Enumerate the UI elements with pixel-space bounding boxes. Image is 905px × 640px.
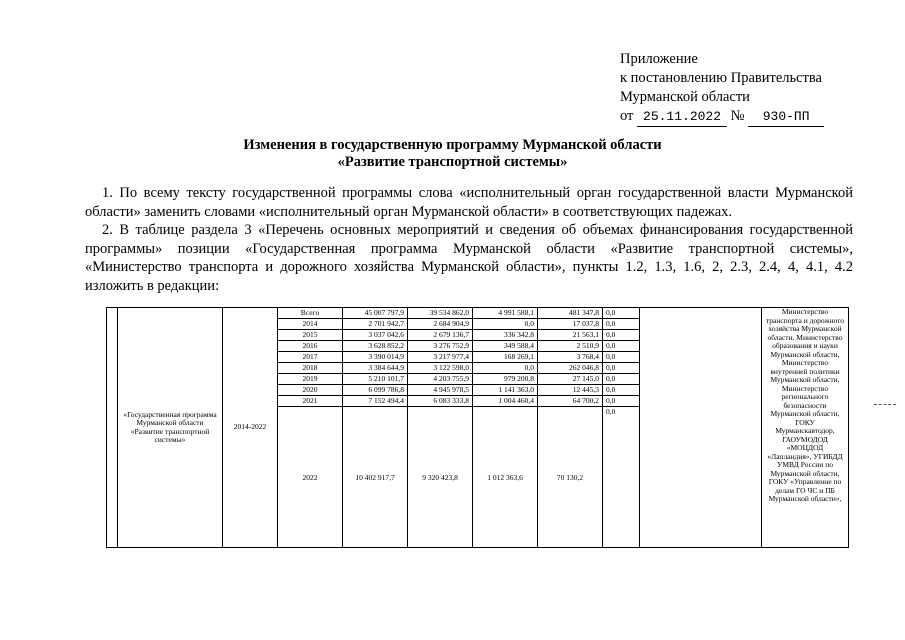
appendix-line-2: к постановлению Правительства xyxy=(620,70,822,86)
amount-cell: 979 200,8 xyxy=(473,374,538,385)
amount-cell: 1 012 363,6 xyxy=(473,407,538,548)
paragraph-2: 2. В таблице раздела 3 «Перечень основных мероприятий и сведения об объемах финансирования государственной программы» позиции «Государственная программа Мурманской области «Развитие транспортной системы», «Министерство транспорта и дорожного хозяйства Мурманской области», пункты 1.2, 1.3, 1.6, 2, 2.3, 2.4, 4, 4.1, 4.2 изложить в редакции: xyxy=(85,222,853,294)
table-row xyxy=(107,308,849,319)
amount-cell: 6 083 333,8 xyxy=(408,396,473,407)
amount-cell: 27 145,0 xyxy=(538,374,603,385)
amount-cell: 1 004 460,4 xyxy=(473,396,538,407)
year-cell: 2017 xyxy=(278,352,343,363)
amount-cell: 0,0 xyxy=(603,308,640,319)
amount-cell: 0,0 xyxy=(603,374,640,385)
amount-cell: 39 534 862,0 xyxy=(408,308,473,319)
paragraph-1: 1. По всему тексту государственной программы слова «исполнительный орган государственной власти Мурманской области» заменить словами «исполнительный орган Мурманской области» в соответствующих падежах. xyxy=(85,185,853,220)
number-sign: № xyxy=(730,108,745,124)
amount-cell: 0,0 xyxy=(473,319,538,330)
amount-cell: 3 122 598,0 xyxy=(408,363,473,374)
amount-cell: 64 700,2 xyxy=(538,396,603,407)
appendix-line-4 xyxy=(620,107,860,127)
amount-cell: 6 099 786,8 xyxy=(343,385,408,396)
from-label: от xyxy=(620,108,634,124)
year-cell: 2015 xyxy=(278,330,343,341)
amount-cell: 0,0 xyxy=(603,396,640,407)
year-cell: 2022 xyxy=(278,407,343,548)
title-line-1: Изменения в государственную программу Мурманской области xyxy=(243,137,662,153)
amount-cell: 0,0 xyxy=(603,407,640,548)
year-cell: 2020 xyxy=(278,385,343,396)
amount-cell: 17 037,8 xyxy=(538,319,603,330)
program-name-cell: «Государственная программа Мурманской области «Развитие транспортной системы» xyxy=(118,308,223,548)
margin-mark xyxy=(874,404,896,405)
amount-cell: 4 945 978,5 xyxy=(408,385,473,396)
resolution-date: 25.11.2022 xyxy=(637,107,727,127)
amount-cell: 0,0 xyxy=(473,363,538,374)
appendix-block xyxy=(620,50,860,127)
amount-cell: 0,0 xyxy=(603,352,640,363)
document-title xyxy=(0,137,905,171)
amount-cell: 0,0 xyxy=(603,385,640,396)
period-cell: 2014-2022 xyxy=(223,308,278,548)
amount-cell: 2 510,9 xyxy=(538,341,603,352)
year-cell: 2016 xyxy=(278,341,343,352)
amount-cell: 3 628 852,2 xyxy=(343,341,408,352)
amount-cell: 336 342,8 xyxy=(473,330,538,341)
amount-cell: 4 991 588,1 xyxy=(473,308,538,319)
amount-cell: 0,0 xyxy=(603,363,640,374)
appendix-line-3: Мурманской области xyxy=(620,89,750,105)
amount-cell: 3 390 014,9 xyxy=(343,352,408,363)
amount-cell: 3 384 644,9 xyxy=(343,363,408,374)
amount-cell: 0,0 xyxy=(603,330,640,341)
amount-cell: 3 276 752,9 xyxy=(408,341,473,352)
amount-cell: 70 130,2 xyxy=(538,407,603,548)
amount-cell: 3 037 042,6 xyxy=(343,330,408,341)
title-line-2: «Развитие транспортной системы» xyxy=(337,154,568,170)
blank-cell xyxy=(107,308,118,548)
amount-cell: 168 269,1 xyxy=(473,352,538,363)
amount-cell: 1 141 363,0 xyxy=(473,385,538,396)
amount-cell: 5 210 101,7 xyxy=(343,374,408,385)
year-cell: 2018 xyxy=(278,363,343,374)
amount-cell: 12 445,3 xyxy=(538,385,603,396)
amount-cell: 9 320 423,8 xyxy=(408,407,473,548)
resolution-number: 930-ПП xyxy=(748,107,824,127)
amount-cell: 3 768,4 xyxy=(538,352,603,363)
amount-cell: 262 046,8 xyxy=(538,363,603,374)
amount-cell: 45 007 797,9 xyxy=(343,308,408,319)
year-cell: 2019 xyxy=(278,374,343,385)
year-cell: 2014 xyxy=(278,319,343,330)
amount-cell: 2 679 136,7 xyxy=(408,330,473,341)
amount-cell: 4 203 755,9 xyxy=(408,374,473,385)
amount-cell: 481 347,8 xyxy=(538,308,603,319)
appendix-line-1: Приложение xyxy=(620,51,698,67)
amount-cell: 0,0 xyxy=(603,319,640,330)
year-cell: 2021 xyxy=(278,396,343,407)
amount-cell: 2 701 942,7 xyxy=(343,319,408,330)
amount-cell: 2 684 904,9 xyxy=(408,319,473,330)
amount-cell: 3 217 977,4 xyxy=(408,352,473,363)
year-cell: Всего xyxy=(278,308,343,319)
amount-cell: 7 152 494,4 xyxy=(343,396,408,407)
executors-cell: Министерство транспорта и дорожного хозяйства Мурманской области, Министерство образования и науки Мурманской области, Министерство внутренней политики Мурманской области, Министерство регионального безопасности Мурманской области, ГОКУ Мурманскавтодор, ГАОУМОДОД «МОЦДОД «Лапландия», УГИБДД УМВД России по Мурманской области, ГОКУ «Управление по делам ГО ЧС и ПБ Мурманской области», xyxy=(762,308,849,548)
amount-cell: 349 588,4 xyxy=(473,341,538,352)
amount-cell: 21 563,1 xyxy=(538,330,603,341)
blank-cell xyxy=(640,308,762,548)
financing-table xyxy=(106,307,849,548)
amount-cell: 10 402 917,7 xyxy=(343,407,408,548)
amount-cell: 0,0 xyxy=(603,341,640,352)
